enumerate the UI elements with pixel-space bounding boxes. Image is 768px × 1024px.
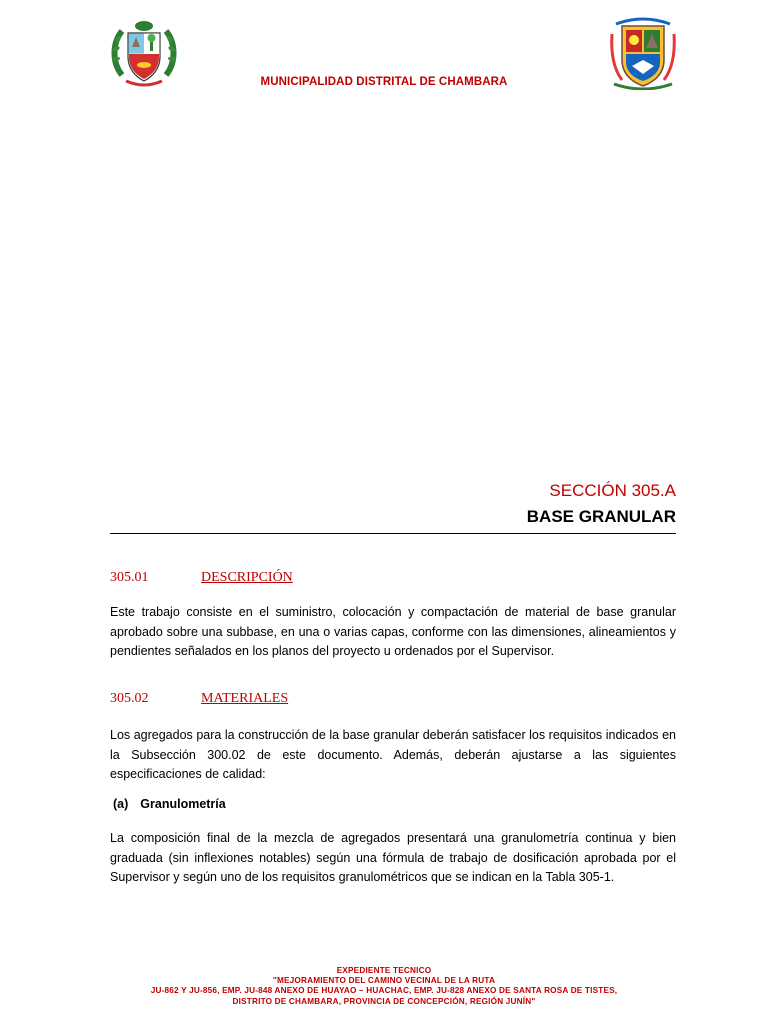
section-code: SECCIÓN 305.A xyxy=(549,481,676,500)
subsection-title: DESCRIPCIÓN xyxy=(201,570,293,585)
subsection-number: 305.01 xyxy=(110,570,149,585)
subsection-paragraph: Los agregados para la construcción de la base granular deberán satisfacer los requisitos indicados en la Subsección 300.02 de este documento. Además, deberán ajustarse a las siguientes especificaciones de calidad: xyxy=(110,728,676,781)
subsection-title: MATERIALES xyxy=(201,691,289,706)
footer-line: EXPEDIENTE TECNICO xyxy=(336,966,432,975)
section-divider xyxy=(110,533,676,534)
item-paragraph: La composición final de la mezcla de agregados presentará una granulometría continua y bien graduada (sin inflexiones notables) según una fórmula de trabajo de dosificación aprobada por el Supervisor y según uno de los requisitos granulométricos que se indican en la Tabla 305-1. xyxy=(110,831,676,884)
footer-line: JU-862 Y JU-856, EMP. JU-848 ANEXO DE HUAYAO – HUACHAC, EMP. JU-828 ANEXO DE SANTA ROSA DE TISTES, xyxy=(150,986,618,996)
item-heading xyxy=(113,797,226,811)
municipal-coat-of-arms-logo xyxy=(608,14,678,90)
subsection-number: 305.02 xyxy=(110,691,149,706)
page-header-title: MUNICIPALIDAD DISTRITAL DE CHAMBARA xyxy=(260,76,508,88)
footer-line: "MEJORAMIENTO DEL CAMINO VECINAL DE LA RUTA xyxy=(272,976,496,986)
subsection-paragraph: Este trabajo consiste en el suministro, colocación y compactación de material de base granular aprobado sobre una subbase, en una o varias capas, conforme con las dimensiones, alineamientos y pendientes señalados en los planos del proyecto u ordenados por el Supervisor. xyxy=(110,605,676,658)
page-footer xyxy=(0,966,768,1007)
footer-line: DISTRITO DE CHAMBARA, PROVINCIA DE CONCEPCIÓN, REGIÓN JUNÍN" xyxy=(232,996,536,1006)
section-name: BASE GRANULAR xyxy=(526,507,676,526)
item-title: Granulometría xyxy=(140,797,226,811)
item-label: (a) xyxy=(113,797,129,811)
